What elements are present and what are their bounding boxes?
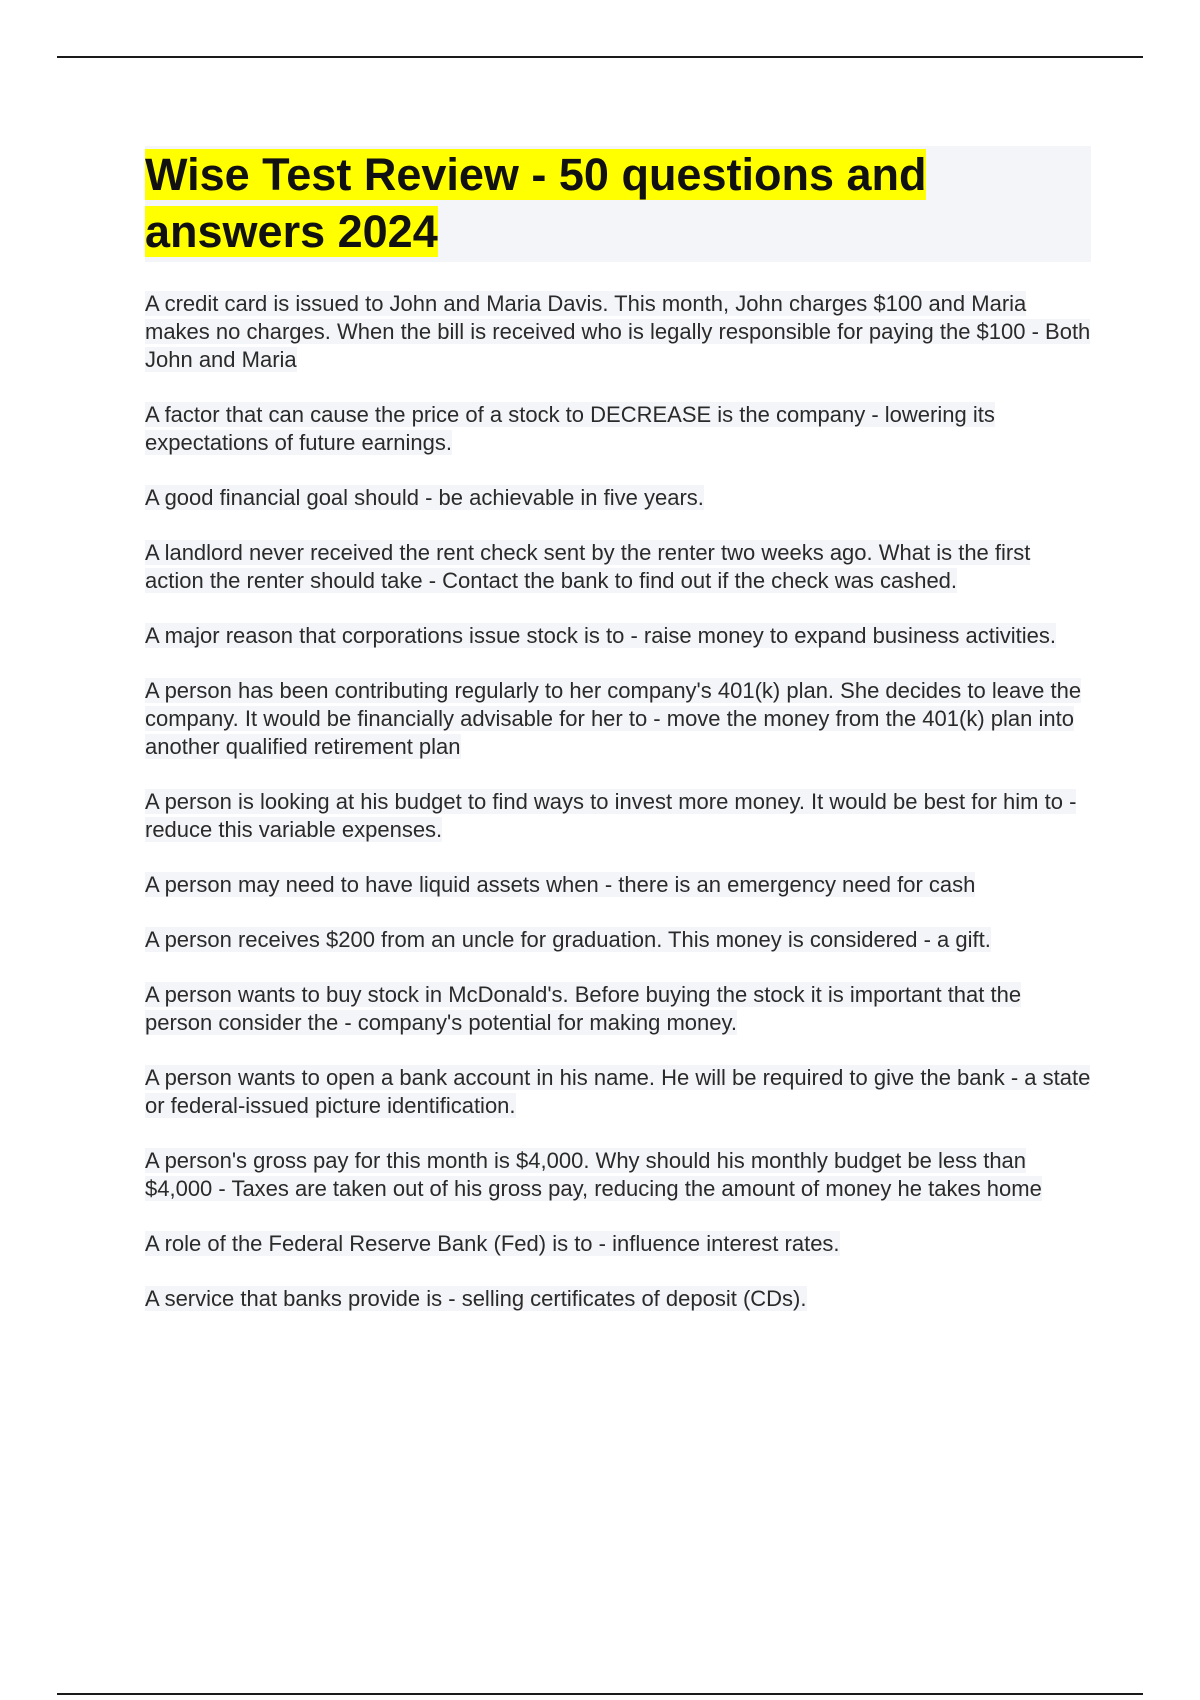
bottom-rule: [57, 1693, 1143, 1695]
qa-item: [145, 871, 1091, 899]
qa-text: A service that banks provide is - selling certificates of deposit (CDs).: [145, 1286, 807, 1311]
qa-text: A major reason that corporations issue stock is to - raise money to expand business activities.: [145, 623, 1056, 648]
document-title: [145, 146, 1091, 260]
qa-item: [145, 1064, 1091, 1120]
document-body: [145, 146, 1091, 1340]
document-title-text: Wise Test Review - 50 questions and answers 2024: [145, 149, 927, 257]
top-rule: [57, 56, 1143, 58]
qa-item: [145, 1147, 1091, 1203]
qa-text: A role of the Federal Reserve Bank (Fed) is to - influence interest rates.: [145, 1231, 840, 1256]
qa-text: A landlord never received the rent check sent by the renter two weeks ago. What is the first action the renter should take - Contact the bank to find out if the check was cashed.: [145, 540, 1031, 593]
qa-text: A person may need to have liquid assets when - there is an emergency need for cash: [145, 872, 976, 897]
qa-item: [145, 622, 1091, 650]
qa-item: [145, 1285, 1091, 1313]
qa-text: A factor that can cause the price of a stock to DECREASE is the company - lowering its expectations of future earnings.: [145, 402, 995, 455]
title-block: [145, 146, 1091, 262]
qa-text: A person is looking at his budget to find ways to invest more money. It would be best for him to - reduce this variable expenses.: [145, 789, 1077, 842]
qa-item: [145, 981, 1091, 1037]
qa-text: A person has been contributing regularly to her company's 401(k) plan. She decides to leave the company. It would be financially advisable for her to - move the money from the 401(k) plan into another qualified retirement plan: [145, 678, 1082, 759]
qa-item: [145, 788, 1091, 844]
qa-text: A credit card is issued to John and Maria Davis. This month, John charges $100 and Maria makes no charges. When the bill is received who is legally responsible for paying the $100 - Both John and Maria: [145, 291, 1091, 372]
qa-text: A person receives $200 from an uncle for graduation. This money is considered - a gift.: [145, 927, 991, 952]
qa-item: [145, 926, 1091, 954]
qa-text: A person wants to open a bank account in his name. He will be required to give the bank - a state or federal-issued picture identification.: [145, 1065, 1091, 1118]
qa-text: A good financial goal should - be achievable in five years.: [145, 485, 704, 510]
qa-text: A person wants to buy stock in McDonald's. Before buying the stock it is important that the person consider the - company's potential for making money.: [145, 982, 1022, 1035]
qa-item: [145, 1230, 1091, 1258]
qa-item: [145, 401, 1091, 457]
qa-item: [145, 677, 1091, 761]
qa-item: [145, 484, 1091, 512]
qa-item: [145, 539, 1091, 595]
qa-item: [145, 290, 1091, 374]
qa-text: A person's gross pay for this month is $4,000. Why should his monthly budget be less than $4,000 - Taxes are taken out of his gross pay, reducing the amount of money he takes home: [145, 1148, 1042, 1201]
